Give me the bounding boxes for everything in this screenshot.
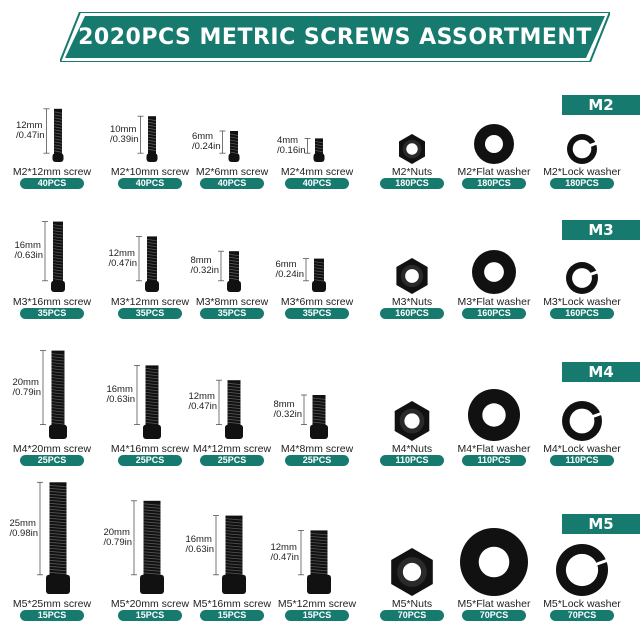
item-name: M2*Lock washer [543, 166, 621, 178]
size-tag-m2: M2 [562, 95, 640, 115]
washer-item [540, 195, 624, 322]
length-in: /0.47in [108, 257, 137, 269]
length-in: /0.47in [15, 130, 45, 141]
lock-washer-icon [540, 70, 624, 166]
item-name: M5*25mm screw [12, 598, 92, 610]
quantity-badge: 15PCS [285, 610, 349, 621]
item-name: M5*20mm screw [110, 598, 190, 610]
nut-item [370, 340, 454, 469]
length-mm: 8mm [273, 398, 295, 410]
quantity-badge: 160PCS [380, 308, 444, 319]
quantity-badge: 35PCS [285, 308, 349, 319]
quantity-badge: 180PCS [462, 178, 526, 189]
quantity-badge: 40PCS [285, 178, 349, 189]
screw-icon [190, 340, 274, 443]
item-name: M3*12mm screw [110, 296, 190, 308]
washer-item [540, 340, 624, 469]
washer-item [540, 470, 624, 624]
item-name: M4*Nuts [391, 443, 433, 455]
screw-icon [190, 470, 274, 598]
screw-item [10, 340, 94, 469]
item-name: M5*16mm screw [192, 598, 272, 610]
length-mm: 12mm [108, 247, 135, 259]
length-in: /0.79in [103, 536, 132, 548]
screw-icon [108, 340, 192, 443]
item-name: M2*10mm screw [110, 166, 190, 178]
length-mm: 20mm [103, 526, 130, 538]
item-name: M5*Nuts [391, 598, 433, 610]
quantity-badge: 15PCS [20, 610, 84, 621]
quantity-badge: 15PCS [118, 610, 182, 621]
hex-nut-icon [370, 70, 454, 166]
length-in: /0.16in [276, 144, 306, 156]
item-name: M2*4mm screw [280, 166, 354, 178]
quantity-badge: 160PCS [462, 308, 526, 319]
quantity-badge: 160PCS [550, 308, 614, 319]
length-mm: 25mm [9, 517, 36, 529]
screw-item [275, 195, 359, 322]
item-name: M4*8mm screw [280, 443, 354, 455]
hex-nut-icon [370, 195, 454, 296]
item-name: M5*Lock washer [543, 598, 621, 610]
length-in: /0.98in [9, 527, 38, 539]
screw-icon [10, 70, 94, 166]
item-name: M3*8mm screw [195, 296, 269, 308]
screw-item [108, 195, 192, 322]
item-name: M2*12mm screw [12, 166, 92, 178]
quantity-badge: 25PCS [20, 455, 84, 466]
lock-washer-icon [540, 340, 624, 443]
length-mm: 20mm [12, 376, 39, 388]
screw-item [10, 470, 94, 624]
quantity-badge: 35PCS [118, 308, 182, 319]
length-mm: 6mm [191, 131, 214, 143]
length-in: /0.24in [191, 141, 221, 153]
length-in: /0.47in [270, 551, 299, 563]
quantity-badge: 180PCS [550, 178, 614, 189]
quantity-badge: 110PCS [550, 455, 614, 466]
nut-item [370, 195, 454, 322]
screw-item [190, 195, 274, 322]
screw-icon [108, 195, 192, 296]
item-name: M3*Lock washer [543, 296, 621, 308]
length-mm: 16mm [106, 384, 133, 395]
screw-icon [108, 470, 192, 598]
screw-icon [108, 70, 192, 166]
item-name: M4*Flat washer [457, 443, 531, 455]
quantity-badge: 70PCS [550, 610, 614, 621]
screw-item [275, 70, 359, 192]
item-name: M3*16mm screw [12, 296, 92, 308]
length-mm: 4mm [276, 134, 299, 146]
screw-item [10, 70, 94, 192]
size-tag-m4: M4 [562, 362, 640, 382]
screw-item [10, 195, 94, 322]
quantity-badge: 40PCS [118, 178, 182, 189]
item-name: M3*6mm screw [280, 296, 354, 308]
screw-item [190, 340, 274, 469]
washer-item [452, 470, 536, 624]
quantity-badge: 15PCS [200, 610, 264, 621]
item-name: M4*Lock washer [543, 443, 621, 455]
length-mm: 8mm [190, 255, 212, 266]
flat-washer-icon [452, 340, 536, 443]
lock-washer-icon [540, 470, 624, 598]
quantity-badge: 110PCS [380, 455, 444, 466]
quantity-badge: 70PCS [462, 610, 526, 621]
washer-item [452, 340, 536, 469]
quantity-badge: 70PCS [380, 610, 444, 621]
washer-item [452, 70, 536, 192]
item-name: M5*12mm screw [277, 598, 357, 610]
quantity-badge: 110PCS [462, 455, 526, 466]
item-name: M4*20mm screw [12, 443, 92, 455]
hex-nut-icon [370, 340, 454, 443]
item-name: M5*Flat washer [457, 598, 531, 610]
nut-item [370, 470, 454, 624]
item-name: M2*6mm screw [195, 166, 269, 178]
screw-icon [190, 70, 274, 166]
screw-icon [10, 195, 94, 296]
screw-icon [10, 470, 94, 598]
quantity-badge: 25PCS [200, 455, 264, 466]
length-in: /0.32in [190, 265, 219, 276]
screw-item [185, 470, 274, 624]
quantity-badge: 35PCS [20, 308, 84, 319]
nut-item [370, 70, 454, 192]
screw-item [108, 70, 192, 192]
quantity-badge: 40PCS [20, 178, 84, 189]
washer-item [452, 195, 536, 322]
length-mm: 16mm [14, 240, 41, 252]
quantity-badge: 40PCS [200, 178, 264, 189]
size-tag-m5: M5 [562, 514, 640, 534]
flat-washer-icon [452, 470, 536, 598]
size-tag-m3: M3 [562, 220, 640, 240]
length-mm: 12mm [188, 391, 215, 403]
hex-nut-icon [370, 470, 454, 598]
length-mm: 16mm [185, 534, 212, 546]
flat-washer-icon [452, 195, 536, 296]
quantity-badge: 25PCS [285, 455, 349, 466]
screw-item [108, 340, 192, 469]
item-name: M4*16mm screw [110, 443, 190, 455]
length-in: /0.63in [106, 394, 135, 405]
length-in: /0.79in [12, 386, 41, 398]
quantity-badge: 25PCS [118, 455, 182, 466]
length-in: /0.39in [109, 133, 139, 145]
screw-item [190, 70, 274, 192]
screw-item [275, 340, 359, 469]
lock-washer-icon [540, 195, 624, 296]
screw-icon [190, 195, 274, 296]
item-name: M2*Nuts [391, 166, 433, 178]
length-mm: 12mm [270, 541, 297, 553]
item-name: M3*Flat washer [457, 296, 531, 308]
item-name: M3*Nuts [391, 296, 433, 308]
page-title: 2020PCS METRIC SCREWS ASSORTMENT [78, 24, 592, 50]
flat-washer-icon [452, 70, 536, 166]
screw-icon [275, 195, 359, 296]
length-in: /0.63in [14, 250, 43, 262]
screw-icon [10, 340, 94, 443]
item-name: M2*Flat washer [457, 166, 531, 178]
screw-icon [275, 470, 359, 598]
screw-icon [275, 340, 359, 443]
washer-item [540, 70, 624, 192]
length-in: /0.32in [273, 408, 302, 420]
length-mm: 6mm [275, 258, 297, 270]
length-in: /0.47in [188, 401, 217, 413]
length-mm: 12mm [15, 120, 43, 131]
screw-icon [275, 70, 359, 166]
quantity-badge: 180PCS [380, 178, 444, 189]
length-in: /0.24in [275, 268, 304, 280]
length-in: /0.63in [185, 544, 214, 556]
screw-item [103, 470, 192, 624]
item-name: M4*12mm screw [192, 443, 272, 455]
length-mm: 10mm [109, 123, 137, 135]
quantity-badge: 35PCS [200, 308, 264, 319]
screw-item [270, 470, 359, 624]
